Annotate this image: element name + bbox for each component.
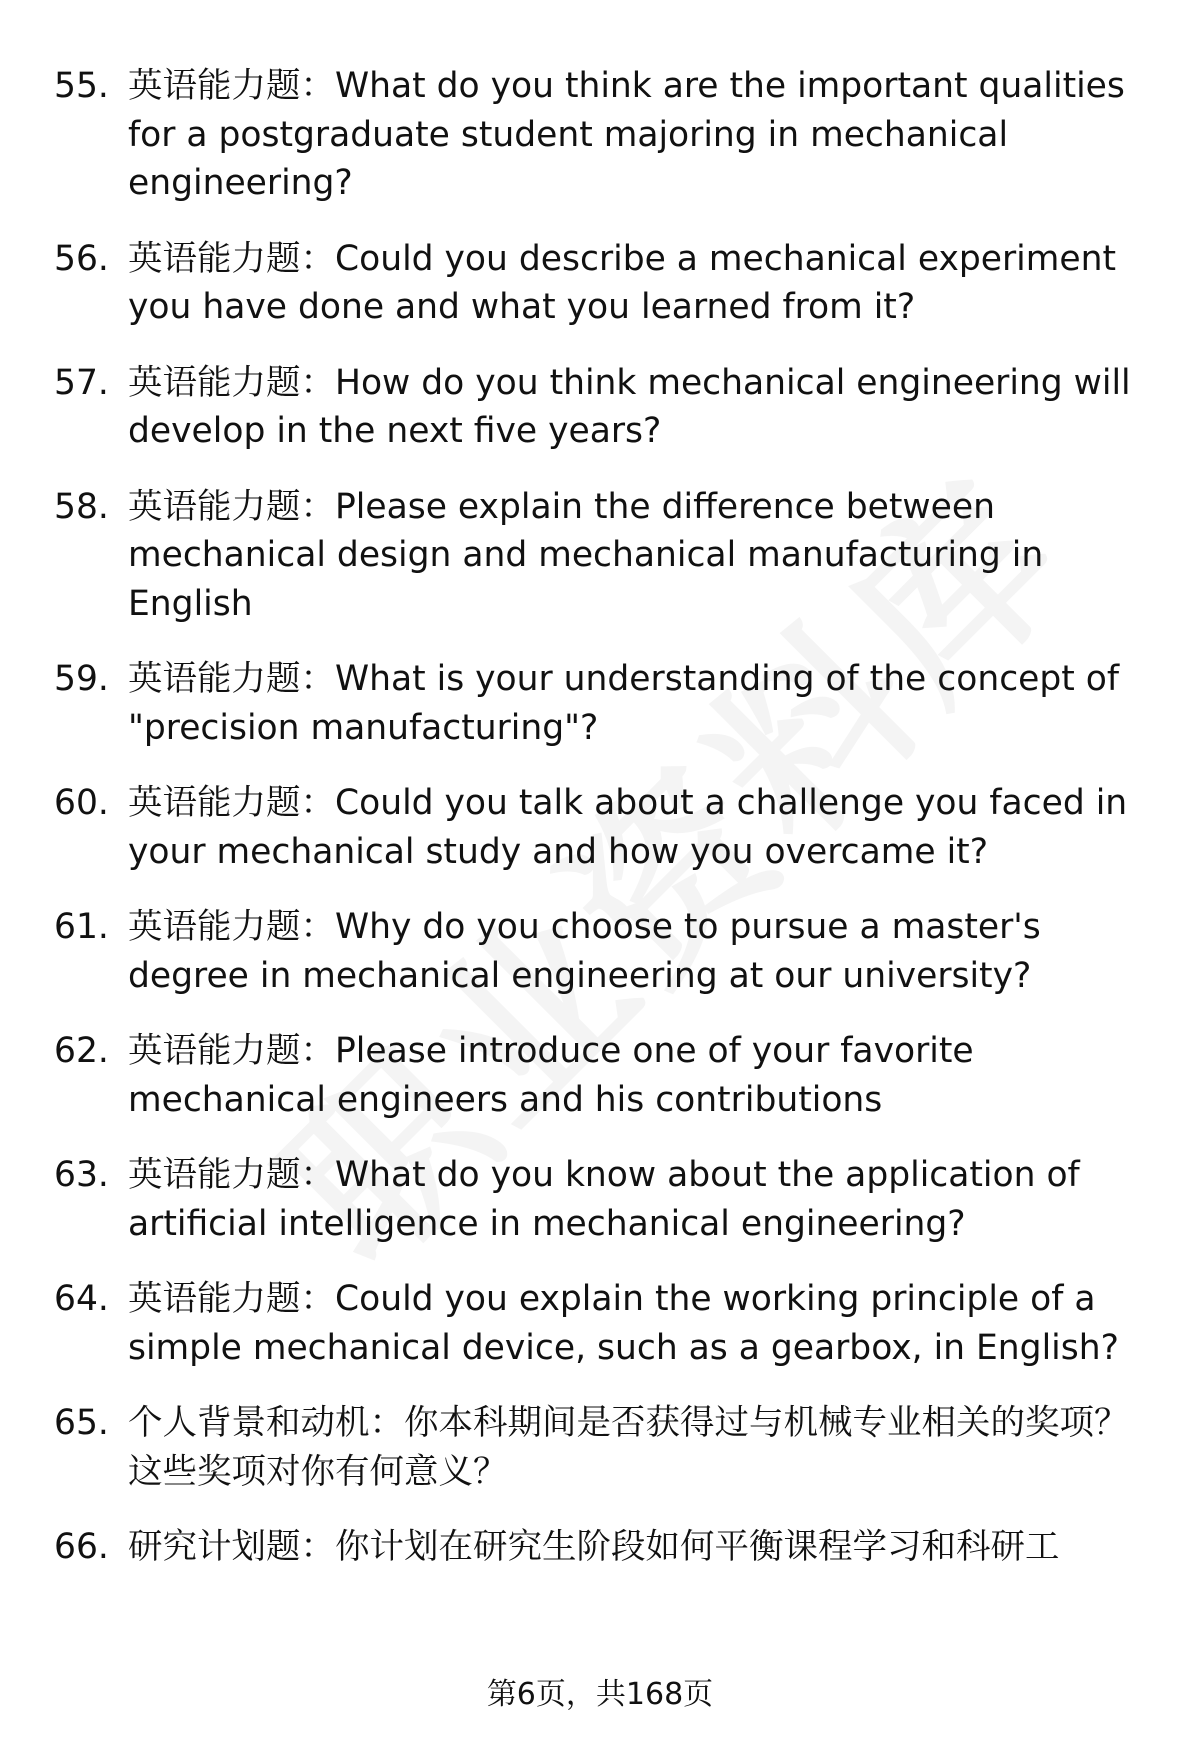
question-body: Could you explain the working principle of a simple mechanical device, such as a gearbox, in English? — [128, 1279, 1119, 1368]
question-item — [0, 1399, 1200, 1496]
question-category: 英语能力题： — [128, 783, 335, 823]
question-category: 英语能力题： — [128, 907, 335, 947]
question-item — [0, 1027, 1200, 1124]
question-item — [0, 1523, 1200, 1572]
question-item — [0, 62, 1200, 208]
question-category: 英语能力题： — [128, 66, 335, 106]
question-number: 60. — [54, 783, 109, 823]
question-number: 59. — [54, 659, 109, 699]
question-number: 66. — [54, 1527, 109, 1567]
question-item — [0, 359, 1200, 456]
question-item — [0, 903, 1200, 1000]
question-text — [128, 235, 1146, 332]
question-body: Could you describe a mechanical experiment you have done and what you learned from it? — [128, 238, 1116, 327]
question-item — [0, 655, 1200, 752]
question-category: 英语能力题： — [128, 362, 335, 403]
question-category: 英语能力题： — [128, 1031, 335, 1071]
question-category: 研究计划题： — [128, 1527, 335, 1567]
question-number: 63. — [54, 1155, 109, 1195]
question-list — [0, 62, 1200, 1572]
question-item — [0, 483, 1200, 629]
question-body: How do you think mechanical engineering will develop in the next five years? — [128, 362, 1131, 451]
question-number: 58. — [54, 486, 109, 527]
question-text — [128, 483, 1146, 629]
question-number: 65. — [54, 1403, 109, 1443]
question-body: What do you think are the important qualities for a postgraduate student majoring in mechanical engineering? — [128, 66, 1125, 203]
question-text — [128, 359, 1146, 456]
question-body: Please explain the difference between mechanical design and mechanical manufacturing in English — [128, 486, 1044, 624]
question-body: 你计划在研究生阶段如何平衡课程学习和科研工 — [335, 1527, 1060, 1567]
question-text — [128, 779, 1146, 876]
question-body: What is your understanding of the concept of "precision manufacturing"? — [128, 659, 1120, 748]
page-number: 第6页，共168页 — [486, 1677, 714, 1712]
question-category: 英语能力题： — [128, 1155, 335, 1195]
question-body: 你本科期间是否获得过与机械专业相关的奖项？这些奖项对你有何意义？ — [128, 1403, 1129, 1492]
question-body: Could you talk about a challenge you faced in your mechanical study and how you overcame it? — [128, 783, 1128, 872]
question-text — [128, 903, 1146, 1000]
question-item — [0, 779, 1200, 876]
question-item — [0, 1151, 1200, 1248]
question-category: 英语能力题： — [128, 238, 335, 279]
question-number: 62. — [54, 1031, 109, 1071]
question-category: 英语能力题： — [128, 1279, 335, 1319]
question-text — [128, 62, 1146, 208]
question-text — [128, 1399, 1146, 1496]
question-body: Why do you choose to pursue a master's degree in mechanical engineering at our university? — [128, 907, 1041, 996]
question-number: 56. — [54, 238, 109, 279]
question-number: 57. — [54, 362, 109, 403]
question-category: 英语能力题： — [128, 659, 335, 699]
question-text — [128, 1151, 1146, 1248]
question-category: 个人背景和动机： — [128, 1403, 404, 1443]
question-text — [128, 1027, 1146, 1124]
question-category: 英语能力题： — [128, 486, 335, 527]
question-item — [0, 235, 1200, 332]
question-body: Please introduce one of your favorite mechanical engineers and his contributions — [128, 1031, 974, 1120]
question-text — [128, 1523, 1146, 1572]
question-number: 61. — [54, 907, 109, 947]
question-text — [128, 1275, 1146, 1372]
question-body: What do you know about the application of artificial intelligence in mechanical engineering? — [128, 1155, 1080, 1244]
question-number: 64. — [54, 1279, 109, 1319]
question-number: 55. — [54, 66, 109, 106]
question-text — [128, 655, 1146, 752]
question-item — [0, 1275, 1200, 1372]
